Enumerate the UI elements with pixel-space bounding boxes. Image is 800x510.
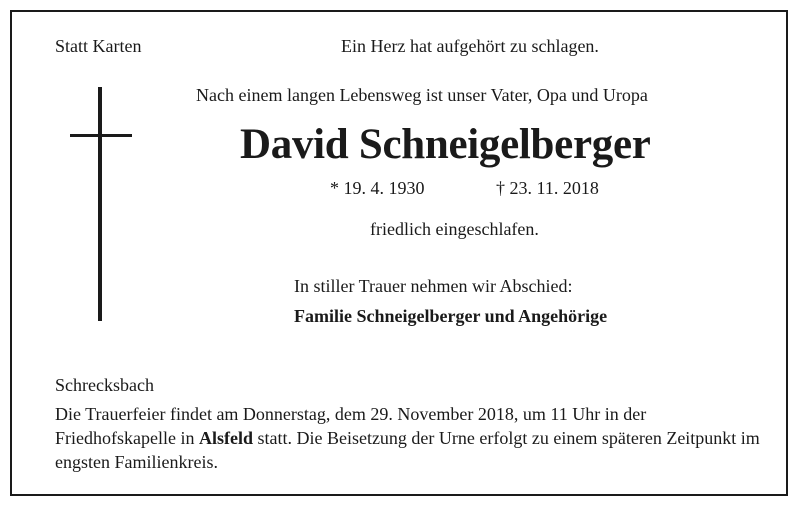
cross-vertical-bar	[98, 87, 102, 321]
intro-text: Nach einem langen Lebensweg ist unser Vater, Opa und Uropa	[196, 85, 648, 105]
service-paragraph	[55, 402, 765, 474]
service-location: Alsfeld	[198, 428, 253, 448]
service-text-part2: statt. Die Beisetzung der Urne erfolgt zu einem späteren Zeitpunkt im engsten Familienkreis.	[55, 428, 760, 472]
deceased-name: David Schneigelberger	[240, 121, 651, 168]
cross-horizontal-bar	[70, 134, 132, 137]
place-name: Schrecksbach	[55, 375, 154, 395]
death-date: † 23. 11. 2018	[496, 178, 599, 198]
family-signature: Familie Schneigelberger und Angehörige	[294, 306, 608, 326]
header-left-text: Statt Karten	[55, 36, 142, 56]
header-center-text: Ein Herz hat aufgehört zu schlagen.	[341, 36, 599, 56]
birth-date: * 19. 4. 1930	[330, 178, 425, 198]
mourning-intro: In stiller Trauer nehmen wir Abschied:	[294, 276, 573, 296]
status-text: friedlich eingeschlafen.	[370, 219, 539, 239]
service-text-part1: Die Trauerfeier findet am Donnerstag, dem 29. November 2018, um 11 Uhr in der Friedhofskapelle in	[55, 404, 647, 448]
